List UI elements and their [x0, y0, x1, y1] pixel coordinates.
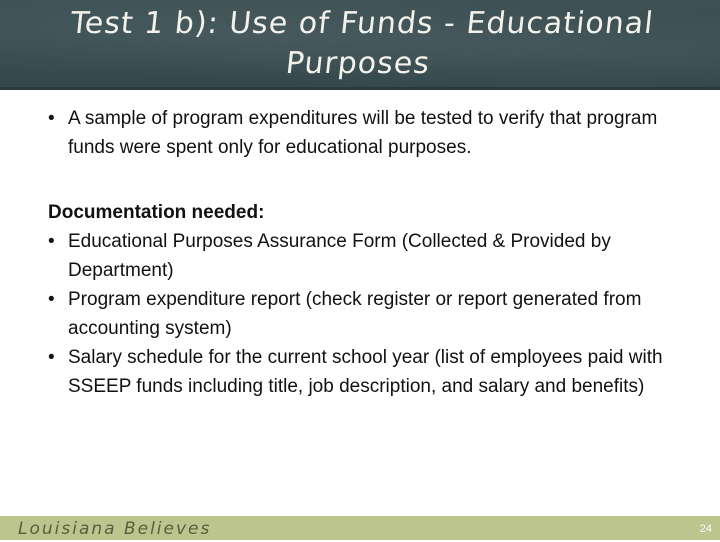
slide-header: [0, 0, 720, 90]
intro-bullet: • A sample of program expenditures will be tested to verify that program funds were spent only for educational purposes.: [48, 104, 688, 162]
footer-brand-logo: Louisiana Believes: [18, 519, 212, 539]
documentation-heading: Documentation needed:: [48, 202, 265, 223]
page-number: 24: [699, 523, 712, 535]
documentation-item: • Program expenditure report (check register or report generated from accounting system): [48, 285, 688, 343]
slide-title: [0, 4, 720, 84]
slide-footer: [0, 516, 720, 540]
slide-body: [48, 104, 688, 401]
slide-title-line-2: Purposes: [284, 46, 432, 81]
slide-title-line-1: Test 1 b): Use of Funds - Educational: [68, 6, 656, 41]
documentation-list: [48, 227, 688, 401]
documentation-item: • Salary schedule for the current school year (list of employees paid with SSEEP funds including title, job description, and salary and benefits): [48, 343, 688, 401]
documentation-item: • Educational Purposes Assurance Form (Collected & Provided by Department): [48, 227, 688, 285]
